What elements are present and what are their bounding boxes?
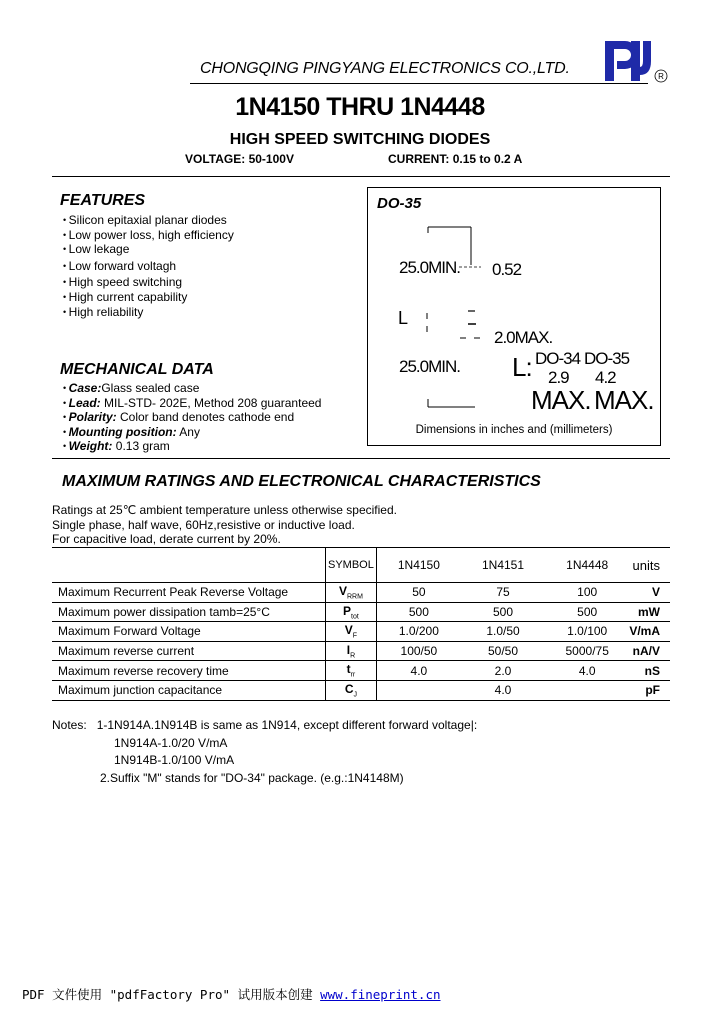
header-symbol: SYMBOL bbox=[326, 548, 377, 583]
dim-body-diameter: 2.0MAX. bbox=[494, 328, 553, 347]
note-text: 1-1N914A.1N914B is same as 1N914, except different forward voltage|: bbox=[96, 718, 478, 732]
voltage-label: VOLTAGE bbox=[185, 152, 242, 166]
dim-max-do35: MAX. bbox=[594, 385, 654, 415]
row-param: Maximum reverse current bbox=[52, 641, 326, 661]
row-val-1n4151: 50/50 bbox=[461, 641, 545, 661]
row-param: Maximum reverse recovery time bbox=[52, 661, 326, 681]
table-row bbox=[52, 602, 670, 622]
row-param: Maximum Recurrent Peak Reverse Voltage bbox=[52, 583, 326, 603]
row-val-1n4448 bbox=[545, 680, 629, 700]
row-symbol: $t_{rr}$ bbox=[326, 661, 377, 681]
mech-text: MIL-STD- 202E, Method 208 guaranteed bbox=[100, 395, 322, 410]
row-symbol: $V_F$ bbox=[326, 622, 377, 642]
current-spec bbox=[388, 152, 522, 166]
mech-item bbox=[63, 410, 321, 425]
footer-text: PDF 文件使用 "pdfFactory Pro" 试用版本创建 bbox=[22, 987, 321, 1002]
row-unit: pF bbox=[629, 680, 670, 700]
note-line: 1N914A-1.0/20 V/mA bbox=[114, 735, 228, 750]
row-val-1n4150: 50 bbox=[376, 583, 461, 603]
mech-text: Color band denotes cathode end bbox=[116, 410, 295, 425]
row-val-1n4448: 1.0/100 bbox=[545, 622, 629, 642]
row-val-1n4151: 75 bbox=[461, 583, 545, 603]
mech-text: 0.13 gram bbox=[112, 439, 170, 454]
notes-block bbox=[52, 717, 477, 787]
condition-line: Ratings at 25℃ ambient temperature unless otherwise specified. bbox=[52, 503, 397, 517]
table-row bbox=[52, 622, 670, 642]
row-unit: mW bbox=[629, 602, 670, 622]
company-name: CHONGQING PINGYANG ELECTRONICS CO.,LTD. bbox=[200, 60, 570, 77]
notes-label: Notes: bbox=[52, 718, 87, 732]
row-unit: V bbox=[629, 583, 670, 603]
condition-line: Single phase, half wave, 60Hz,resistive or inductive load. bbox=[52, 517, 355, 532]
section-rule-top bbox=[52, 176, 670, 177]
registered-mark: R bbox=[658, 72, 664, 81]
header-param bbox=[52, 548, 326, 583]
row-val-1n4448: 100 bbox=[545, 583, 629, 603]
voltage-spec bbox=[185, 152, 294, 166]
dim-lead-top: 25.0MIN. bbox=[399, 258, 460, 277]
features-heading: FEATURES bbox=[60, 192, 146, 209]
ratings-conditions bbox=[52, 503, 397, 547]
mech-item bbox=[63, 396, 321, 411]
dim-col-do34: DO-34 bbox=[535, 349, 581, 368]
row-symbol: $V_{RRM}$ bbox=[326, 583, 377, 603]
row-param: Maximum Forward Voltage bbox=[52, 622, 326, 642]
features-list bbox=[63, 213, 234, 319]
mech-label: Polarity: bbox=[68, 410, 117, 425]
feature-item: • Low forward voltagh bbox=[63, 259, 234, 274]
row-val-1n4150: 4.0 bbox=[376, 661, 461, 681]
dim-lead-diameter: 0.52 bbox=[492, 260, 522, 279]
dim-L: L bbox=[398, 308, 408, 328]
dim-table-L: L: bbox=[512, 352, 532, 382]
mech-label: Mounting position: bbox=[68, 424, 177, 439]
table-header-row bbox=[52, 548, 670, 583]
voltage-value: 50-100V bbox=[248, 152, 294, 166]
row-param: Maximum power dissipation tamb=25°C bbox=[52, 602, 326, 622]
current-value: 0.15 to 0.2 A bbox=[452, 152, 523, 166]
note-line: 2.Suffix "M" stands for "DO-34" package. (e.g.:1N4148M) bbox=[100, 770, 404, 785]
feature-item: • Low power loss, high efficiency bbox=[63, 228, 234, 243]
ratings-heading: MAXIMUM RATINGS AND ELECTRONICAL CHARACTERISTICS bbox=[62, 473, 541, 490]
row-unit: V/mA bbox=[629, 622, 670, 642]
row-unit: nA/V bbox=[629, 641, 670, 661]
mechanical-heading: MECHANICAL DATA bbox=[60, 361, 214, 378]
header-1n4151: 1N4151 bbox=[461, 548, 545, 583]
section-rule-mid bbox=[52, 458, 670, 459]
company-logo bbox=[603, 39, 671, 85]
ratings-table bbox=[52, 547, 670, 701]
dim-val-do35: 4.2 bbox=[595, 368, 616, 387]
table-row bbox=[52, 583, 670, 603]
dim-max-do34: MAX. bbox=[531, 385, 591, 415]
package-label: DO-35 bbox=[377, 195, 422, 212]
table-row bbox=[52, 661, 670, 681]
dim-val-do34: 2.9 bbox=[548, 368, 569, 387]
dimensions-caption: Dimensions in inches and (millimeters) bbox=[415, 424, 613, 436]
row-val-1n4151: 1.0/50 bbox=[461, 622, 545, 642]
page-subtitle: HIGH SPEED SWITCHING DIODES bbox=[229, 131, 491, 148]
row-val-1n4448: 5000/75 bbox=[545, 641, 629, 661]
feature-item: • Low lekage bbox=[63, 242, 234, 257]
feature-item: • High reliability bbox=[63, 305, 234, 320]
voltage-sep: : bbox=[241, 152, 246, 166]
row-val-1n4150: 100/50 bbox=[376, 641, 461, 661]
row-val-1n4150 bbox=[376, 680, 461, 700]
mechanical-list bbox=[63, 381, 321, 454]
mech-item bbox=[63, 439, 321, 454]
row-val-1n4448: 500 bbox=[545, 602, 629, 622]
row-param: Maximum junction capacitance bbox=[52, 680, 326, 700]
row-val-1n4150: 1.0/200 bbox=[376, 622, 461, 642]
row-val-1n4150: 500 bbox=[376, 602, 461, 622]
mech-text: Glass sealed case bbox=[101, 381, 200, 395]
mech-label: Case: bbox=[68, 381, 102, 395]
note-line: 1N914B-1.0/100 V/mA bbox=[114, 753, 235, 767]
row-val-1n4151: 2.0 bbox=[461, 661, 545, 681]
row-symbol: $P_{tot}$ bbox=[326, 602, 377, 622]
table-row bbox=[52, 680, 670, 700]
row-val-1n4151: 4.0 bbox=[461, 680, 545, 700]
header-rule bbox=[190, 83, 648, 84]
dim-col-do35: DO-35 bbox=[584, 349, 630, 368]
feature-item: • High current capability bbox=[63, 290, 234, 305]
mech-item bbox=[63, 381, 321, 396]
feature-item: • Silicon epitaxial planar diodes bbox=[63, 213, 234, 228]
mech-item bbox=[63, 425, 321, 440]
feature-item: • High speed switching bbox=[63, 275, 234, 290]
mech-text: Any bbox=[176, 424, 200, 439]
row-val-1n4151: 500 bbox=[461, 602, 545, 622]
row-symbol: $I_R$ bbox=[326, 641, 377, 661]
header-units: units bbox=[629, 548, 670, 583]
mech-label: Weight: bbox=[68, 439, 113, 454]
header-1n4150: 1N4150 bbox=[376, 548, 461, 583]
note-line bbox=[52, 717, 477, 735]
header-1n4448: 1N4448 bbox=[545, 548, 629, 583]
footer-link[interactable]: www.fineprint.cn bbox=[320, 987, 441, 1002]
row-val-1n4448: 4.0 bbox=[545, 661, 629, 681]
pdf-footer bbox=[22, 985, 441, 1003]
table-row bbox=[52, 641, 670, 661]
page-title: 1N4150 THRU 1N4448 bbox=[235, 93, 485, 121]
current-sep: : bbox=[445, 152, 450, 166]
row-unit: nS bbox=[629, 661, 670, 681]
mech-label: Lead: bbox=[68, 395, 101, 410]
dim-lead-bottom: 25.0MIN. bbox=[399, 357, 460, 376]
row-symbol: $C_J$ bbox=[326, 680, 377, 700]
condition-line: For capacitive load, derate current by 20%. bbox=[52, 532, 281, 546]
current-label: CURRENT bbox=[388, 152, 446, 166]
